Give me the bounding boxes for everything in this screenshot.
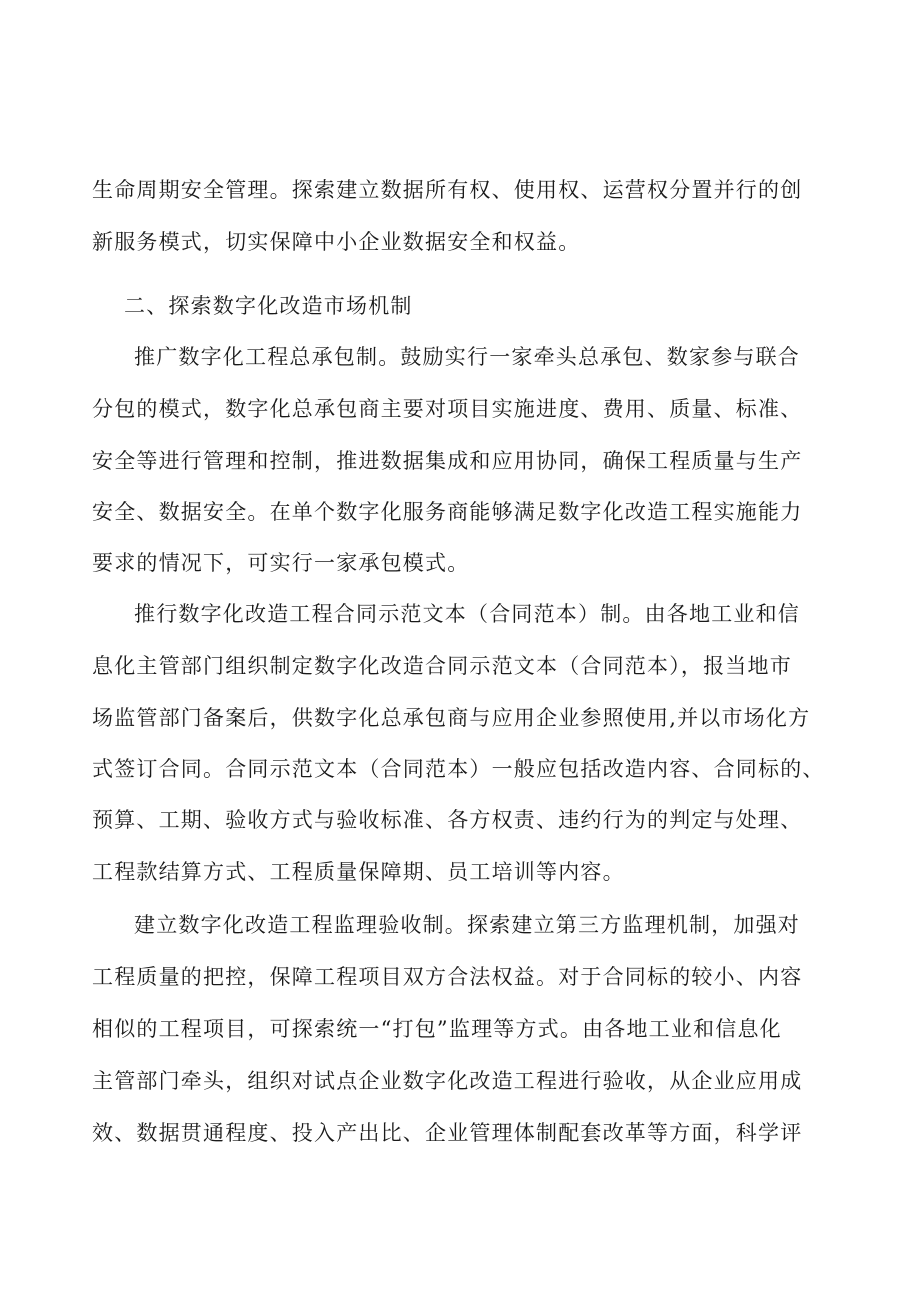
paragraph-line: 安全、数据安全。在单个数字化服务商能够满足数字化改造工程实施能力	[92, 500, 803, 524]
paragraph-line: 安全等进行管理和控制，推进数据集成和应用协同，确保工程质量与生产	[92, 449, 803, 473]
paragraph-line: 工程质量的把控，保障工程项目双方合法权益。对于合同标的较小、内容	[92, 965, 803, 989]
paragraph-line: 息化主管部门组织制定数字化改造合同示范文本（合同范本），报当地市	[92, 654, 792, 678]
paragraph-line: 相似的工程项目，可探索统一“打包”监理等方式。由各地工业和信息化	[92, 1017, 782, 1041]
paragraph-line: 推行数字化改造工程合同示范文本（合同范本）制。由各地工业和信	[134, 602, 800, 626]
paragraph-line: 新服务模式，切实保障中小企业数据安全和权益。	[92, 230, 581, 254]
paragraph-line: 建立数字化改造工程监理验收制。探索建立第三方监理机制，加强对	[134, 913, 800, 937]
paragraph-line: 工程款结算方式、工程质量保障期、员工培训等内容。	[92, 860, 625, 884]
paragraph-line: 要求的情况下，可实行一家承包模式。	[92, 551, 470, 575]
paragraph-line: 分包的模式，数字化总承包商主要对项目实施进度、费用、质量、标准、	[92, 397, 803, 421]
paragraph-line: 效、数据贯通程度、投入产出比、企业管理体制配套改革等方面，科学评	[92, 1121, 803, 1145]
paragraph-line: 生命周期安全管理。探索建立数据所有权、使用权、运营权分置并行的创	[92, 178, 803, 202]
paragraph-line: 式签订合同。合同示范文本（合同范本）一般应包括改造内容、合同标的、	[92, 757, 825, 781]
section-heading: 二、探索数字化改造市场机制	[124, 294, 413, 318]
paragraph-line: 主管部门牵头，组织对试点企业数字化改造工程进行验收，从企业应用成	[92, 1069, 803, 1093]
paragraph-line: 场监管部门备案后，供数字化总承包商与应用企业参照使用,并以市场化方	[92, 706, 811, 730]
paragraph-line: 推广数字化工程总承包制。鼓励实行一家牵头总承包、数家参与联合	[134, 345, 800, 369]
paragraph-line: 预算、工期、验收方式与验收标准、各方权责、违约行为的判定与处理、	[92, 808, 803, 832]
